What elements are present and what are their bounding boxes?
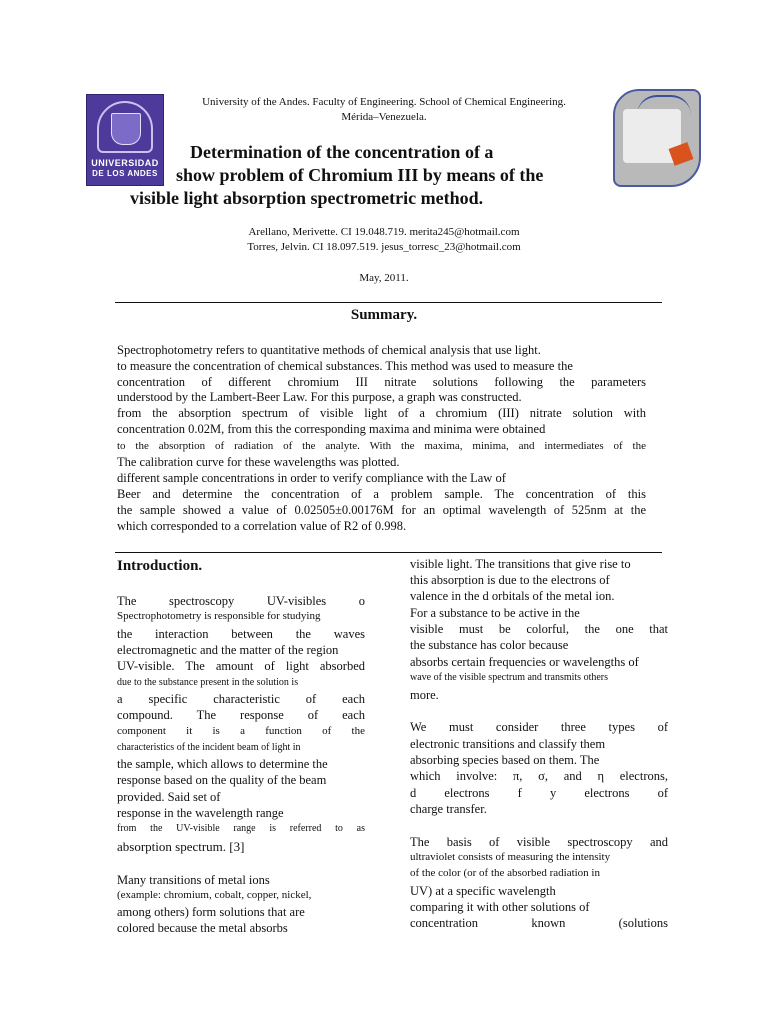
right-column-line: charge transfer. xyxy=(410,802,487,816)
institution-line-2: Mérida–Venezuela. xyxy=(341,111,427,123)
summary-line: the sample showed a value of 0.02505±0.00176M for an optimal wavelength of 525nm at the xyxy=(117,503,646,517)
logo-text-line1: UNIVERSIDAD xyxy=(91,158,159,168)
left-column-line: UV-visible. The amount of light absorbed xyxy=(117,659,365,673)
logo-text-line2: DE LOS ANDES xyxy=(92,169,158,178)
introduction-top-rule xyxy=(115,552,662,553)
right-column-line: concentration known (solutions xyxy=(410,916,668,930)
summary-line: different sample concentrations in order to verify compliance with the Law of xyxy=(117,471,506,485)
summary-line: Spectrophotometry refers to quantitative methods of chemical analysis that use light. xyxy=(117,343,541,357)
left-column-line: from the UV-visible range is referred to as xyxy=(117,823,365,834)
right-column-line: visible must be colorful, the one that xyxy=(410,622,668,636)
left-column-line: (example: chromium, cobalt, copper, nickel, xyxy=(117,889,312,901)
right-column-line: absorbs certain frequencies or wavelengths of xyxy=(410,655,639,669)
left-column-line: characteristics of the incident beam of light in xyxy=(117,742,301,753)
left-column-line: response in the wavelength range xyxy=(117,806,284,820)
summary-line: The calibration curve for these wavelengths was plotted. xyxy=(117,455,400,469)
right-column-line: visible light. The transitions that give rise to xyxy=(410,557,631,571)
left-column-line: absorption spectrum. [3] xyxy=(117,839,245,854)
left-column-line: compound. The response of each xyxy=(117,708,365,722)
left-column-line: a specific characteristic of each xyxy=(117,692,365,706)
left-column-line: Many transitions of metal ions xyxy=(117,873,270,887)
right-column-line: the substance has color because xyxy=(410,638,569,652)
summary-line: to the absorption of radiation of the analyte. With the maxima, minima, and intermediates of the xyxy=(117,440,646,452)
paper-title-line-3: visible light absorption spectrometric method. xyxy=(130,188,484,208)
left-column-line: the interaction between the waves xyxy=(117,627,365,641)
right-column-line: wave of the visible spectrum and transmits others xyxy=(410,672,609,683)
author-line-1: Arellano, Merivette. CI 19.048.719. merita245@hotmail.com xyxy=(248,226,520,238)
right-column-line: more. xyxy=(410,688,439,702)
summary-line: to measure the concentration of chemical substances. This method was used to measure the xyxy=(117,359,573,373)
left-column-line: The spectroscopy UV-visibles o xyxy=(117,594,365,608)
right-column-line: The basis of visible spectroscopy and xyxy=(410,835,668,849)
summary-line: which corresponded to a correlation value of R2 of 0.998. xyxy=(117,519,407,533)
right-column-line: ultraviolet consists of measuring the intensity xyxy=(410,851,611,863)
left-column-line: provided. Said set of xyxy=(117,790,221,804)
summary-line: concentration of different chromium III nitrate solutions following the parameters xyxy=(117,375,646,389)
left-column-line: electromagnetic and the matter of the region xyxy=(117,643,339,657)
right-column-line: For a substance to be active in the xyxy=(410,606,580,620)
left-column-line: component it is a function of the xyxy=(117,725,365,737)
summary-heading: Summary. xyxy=(350,307,418,323)
left-column-line: the sample, which allows to determine the xyxy=(117,757,328,771)
summary-top-rule xyxy=(115,302,662,303)
right-column-line: absorbing species based on them. The xyxy=(410,753,600,767)
right-column-line: valence in the d orbitals of the metal ion. xyxy=(410,589,615,603)
author-line-2: Torres, Jelvin. CI 18.097.519. jesus_torresc_23@hotmail.com xyxy=(247,241,521,253)
right-column-line: which involve: π, σ, and η electrons, xyxy=(410,769,668,783)
right-column-line: comparing it with other solutions of xyxy=(410,900,590,914)
right-column-line: We must consider three types of xyxy=(410,720,668,734)
right-column-line: d electrons f y electrons of xyxy=(410,786,668,800)
summary-line: Beer and determine the concentration of a problem sample. The concentration of this xyxy=(117,487,646,501)
left-column-line: Spectrophotometry is responsible for studying xyxy=(117,610,321,622)
institution-line-1: University of the Andes. Faculty of Engineering. School of Chemical Engineering. xyxy=(202,96,566,108)
introduction-heading: Introduction. xyxy=(117,558,203,574)
left-column-line: among others) form solutions that are xyxy=(117,905,305,919)
left-column-line: due to the substance present in the solution is xyxy=(117,677,299,688)
paper-title-line-2: show problem of Chromium III by means of the xyxy=(176,165,544,185)
paper-title-line-1: Determination of the concentration of a xyxy=(190,142,494,162)
right-column-line: this absorption is due to the electrons of xyxy=(410,573,610,587)
left-column-line: response based on the quality of the beam xyxy=(117,773,327,787)
summary-line: from the absorption spectrum of visible light of a chromium (III) nitrate solution with xyxy=(117,406,646,420)
left-column-line: colored because the metal absorbs xyxy=(117,921,288,935)
publication-date: May, 2011. xyxy=(359,272,409,284)
right-column-line: of the color (or of the absorbed radiation in xyxy=(410,867,600,879)
right-column-line: electronic transitions and classify them xyxy=(410,737,606,751)
summary-line: understood by the Lambert-Beer Law. For this purpose, a graph was constructed. xyxy=(117,390,522,404)
right-column-line: UV) at a specific wavelength xyxy=(410,884,556,898)
summary-line: concentration 0.02M, from this the corresponding maxima and minima were obtained xyxy=(117,422,546,436)
